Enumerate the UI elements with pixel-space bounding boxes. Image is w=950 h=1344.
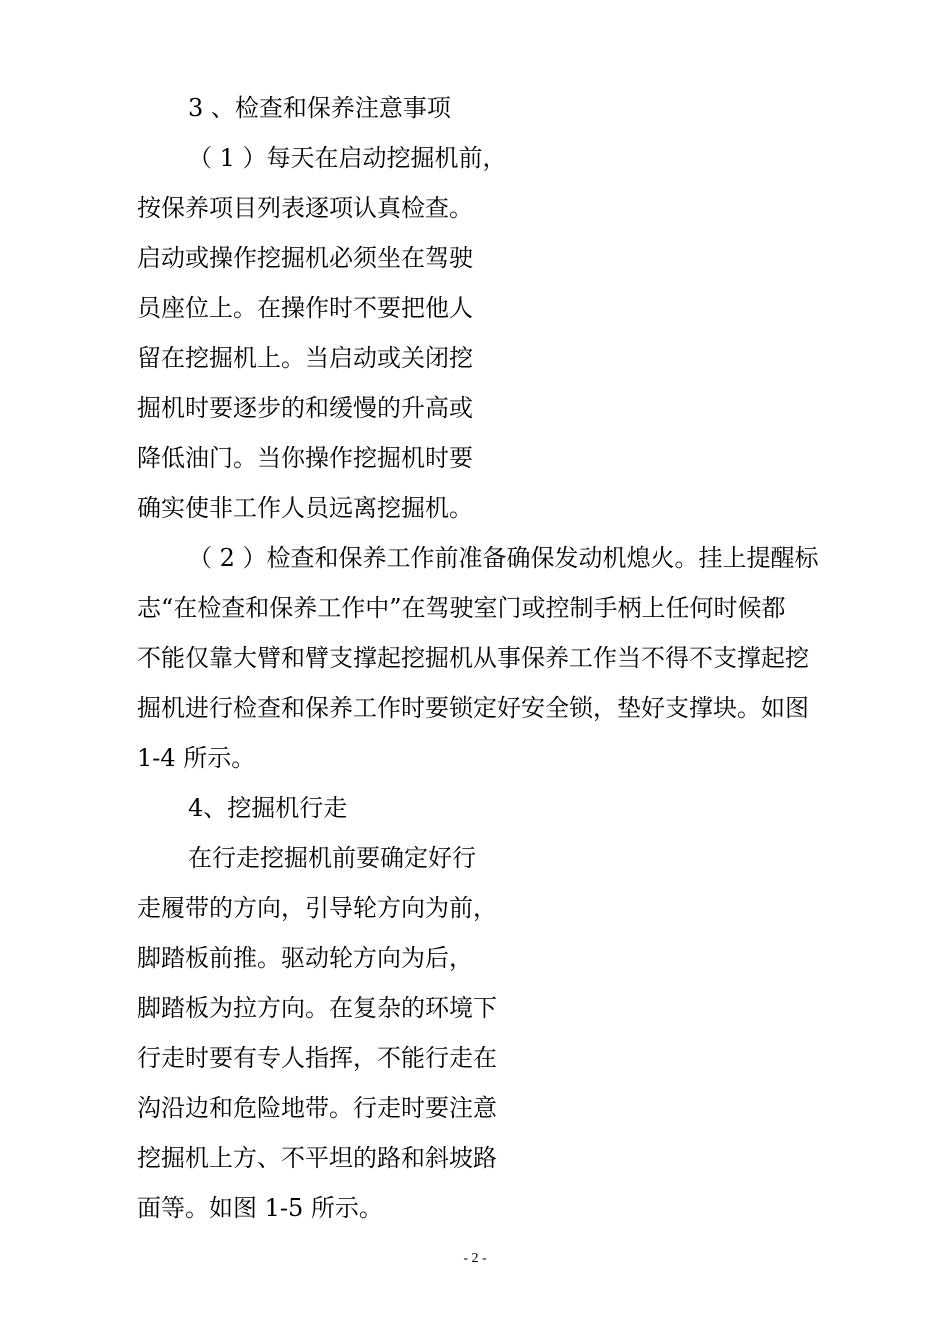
item-1-line: 掘机时要逐步的和缓慢的升高或 — [137, 394, 473, 422]
section-3-heading: 3 、检查和保养注意事项 — [188, 94, 451, 122]
item-1-line: （ 1 ）每天在启动挖掘机前， — [188, 144, 507, 172]
section-4-line: 脚踏板为拉方向。在复杂的环境下 — [137, 994, 497, 1022]
item-1-line: 降低油门。当你操作挖掘机时要 — [137, 444, 473, 472]
item-1-line: 按保养项目列表逐项认真检查。 — [137, 194, 473, 222]
section-4-line: 走履带的方向，引导轮方向为前， — [137, 894, 497, 922]
item-2-line: （ 2 ）检查和保养工作前准备确保发动机熄火。挂上提醒标 — [188, 544, 819, 572]
item-2-line: 1-4 所示。 — [137, 744, 256, 772]
page-number: - 2 - — [463, 1251, 487, 1266]
item-1-line: 员座位上。在操作时不要把他人 — [137, 294, 473, 322]
section-4-line: 脚踏板前推。驱动轮方向为后， — [137, 944, 473, 972]
item-2-line: 掘机进行检查和保养工作时要锁定好安全锁，垫好支撑块。如图 — [137, 694, 809, 722]
section-4-line: 面等。如图 1-5 所示。 — [137, 1194, 383, 1222]
section-4-heading: 4、挖掘机行走 — [188, 794, 348, 822]
item-1-line: 确实使非工作人员远离挖掘机。 — [137, 494, 473, 522]
item-1-line: 启动或操作挖掘机必须坐在驾驶 — [137, 244, 473, 272]
item-2-line: 不能仅靠大臂和臂支撑起挖掘机从事保养工作当不得不支撑起挖 — [137, 644, 809, 672]
section-4-line: 挖掘机上方、不平坦的路和斜坡路 — [137, 1144, 497, 1172]
item-1-line: 留在挖掘机上。当启动或关闭挖 — [137, 344, 473, 372]
item-2-line: 志“在检查和保养工作中”在驾驶室门或控制手柄上任何时候都 — [137, 594, 786, 622]
section-4-line: 行走时要有专人指挥，不能行走在 — [137, 1044, 497, 1072]
section-4-line: 沟沿边和危险地带。行走时要注意 — [137, 1094, 497, 1122]
section-4-line: 在行走挖掘机前要确定好行 — [188, 844, 476, 872]
